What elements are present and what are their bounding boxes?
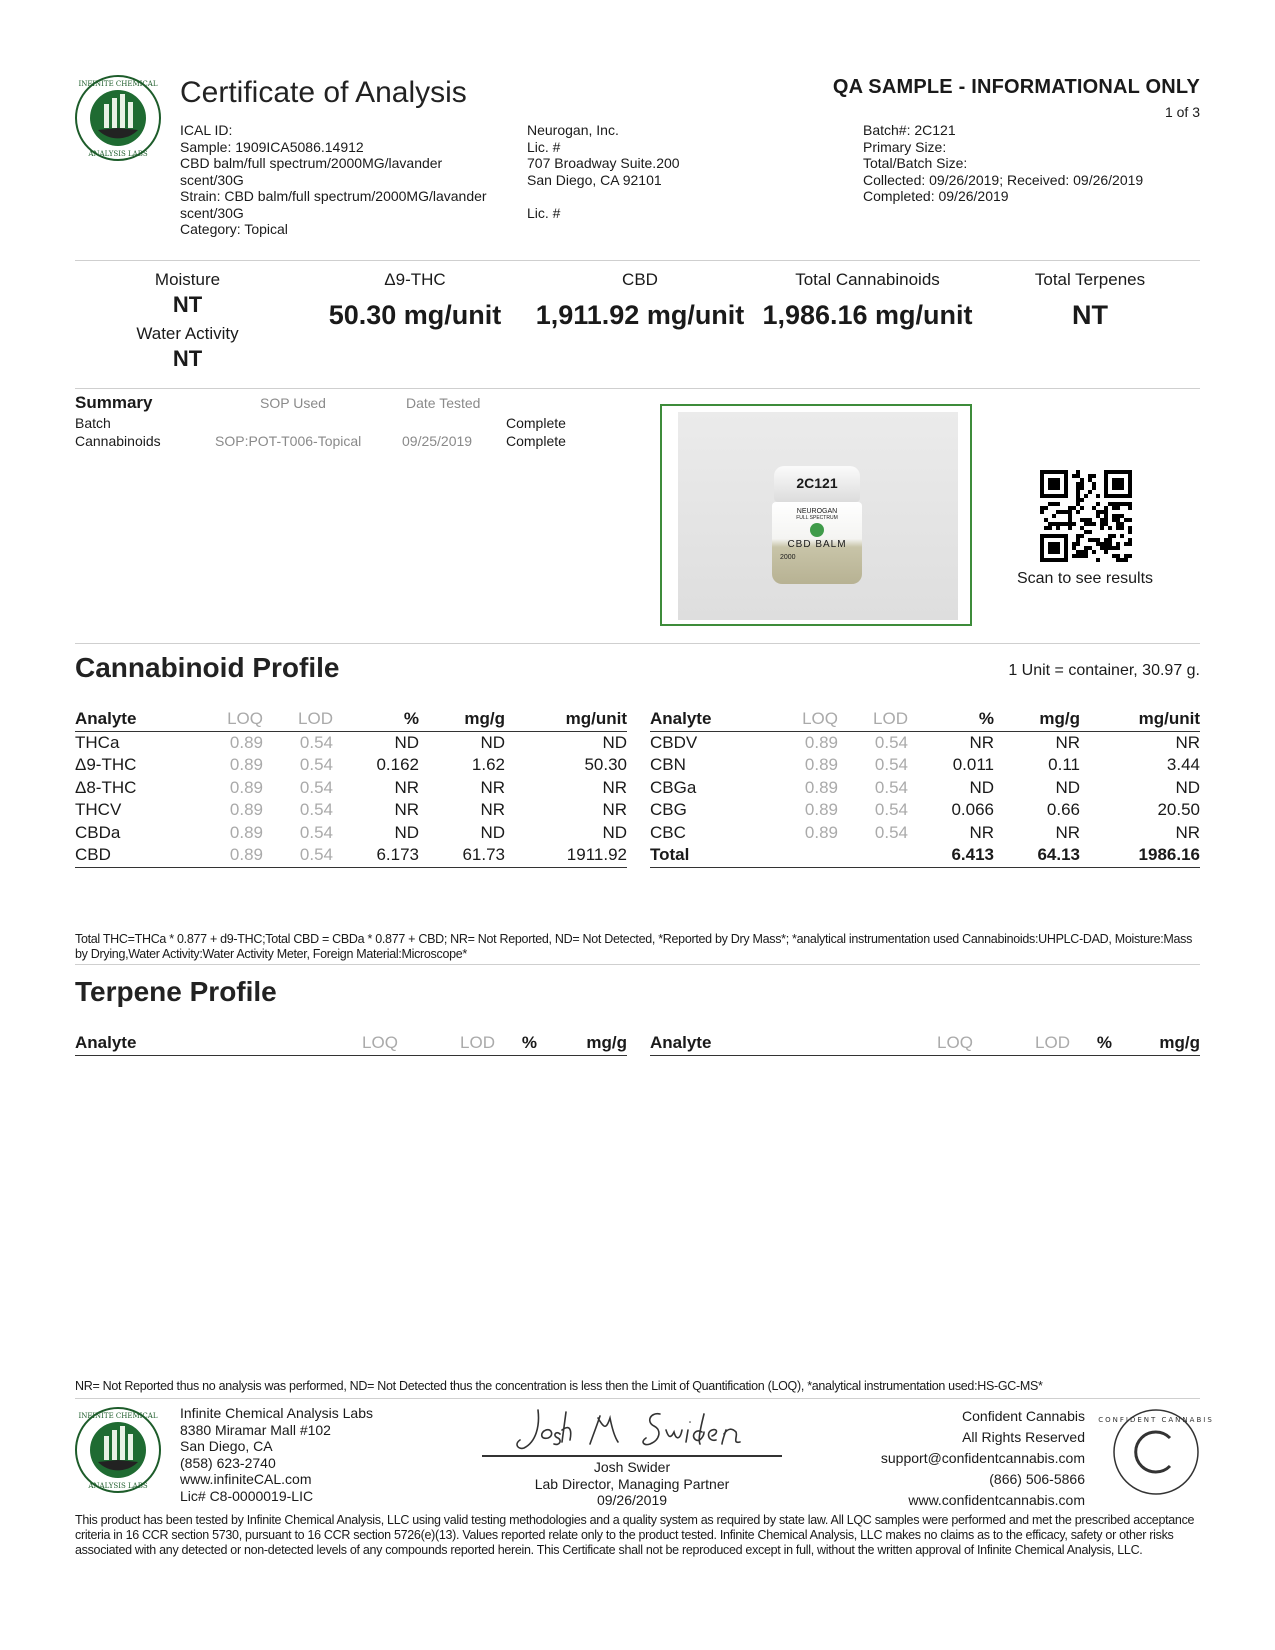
divider bbox=[75, 260, 1200, 261]
col-percent: % bbox=[333, 708, 419, 731]
summary-row-status: Complete bbox=[506, 433, 566, 449]
lod-cell: 0.54 bbox=[299, 732, 333, 752]
thc-block bbox=[315, 270, 515, 331]
col-percent: % bbox=[1070, 1032, 1112, 1055]
loq-cell: 0.89 bbox=[229, 732, 263, 752]
signer-name: Josh Swider bbox=[593, 1459, 671, 1475]
mgg-cell: 61.73 bbox=[419, 844, 505, 867]
terpene-table-right bbox=[650, 1032, 1200, 1056]
percent-cell: 6.173 bbox=[333, 844, 419, 867]
lab-address bbox=[180, 1405, 373, 1504]
mgunit-cell: NR bbox=[602, 800, 627, 820]
col-analyte: Analyte bbox=[650, 1032, 900, 1055]
mgunit-cell: NR bbox=[1175, 822, 1200, 842]
col-mgg: mg/g bbox=[537, 1032, 627, 1055]
footer-note: NR= Not Reported thus no analysis was performed, ND= Not Detected thus the concentration is less then the Limit of Quantification (LOQ), *analytical instrumentation used:HS-GC-MS* bbox=[75, 1379, 1043, 1393]
sample-line: scent/30G bbox=[180, 171, 244, 188]
lod-cell: 0.54 bbox=[299, 800, 333, 820]
cannabinoid-note: Total THC=THCa * 0.877 + d9-THC;Total CBD = CBDa * 0.877 + CBD; NR= Not Reported, ND= Not Detected, *Reported by Dry Mass*; *analytical instrumentation used Cannabinoids:UHPLC-DAD, Moisture:Mass by Drying,Water Activity:Water Activity Meter, Foreign Material:Microscope* bbox=[75, 932, 1193, 961]
table-row bbox=[75, 822, 627, 845]
summary-row-name: Cannabinoids bbox=[75, 433, 161, 449]
divider bbox=[75, 388, 1200, 389]
col-lod: LOD bbox=[435, 1032, 495, 1055]
col-lod: LOD bbox=[1010, 1032, 1070, 1055]
batch-line: Collected: 09/26/2019; Received: 09/26/2019 bbox=[863, 171, 1144, 188]
percent-cell: ND bbox=[969, 777, 994, 797]
document-title: Certificate of Analysis bbox=[180, 76, 467, 109]
table-row bbox=[650, 777, 1200, 800]
loq-cell: 0.89 bbox=[804, 800, 838, 820]
loq-cell: 0.89 bbox=[229, 822, 263, 842]
analyte-cell: CBD bbox=[75, 844, 205, 867]
mgg-cell: NR bbox=[480, 777, 505, 797]
client-line: San Diego, CA 92101 bbox=[527, 171, 662, 188]
client-line: Neurogan, Inc. bbox=[527, 122, 619, 138]
batch-info bbox=[863, 122, 1203, 205]
analyte-cell: THCa bbox=[75, 732, 120, 752]
signer-date: 09/26/2019 bbox=[596, 1492, 668, 1508]
lab-seal-logo bbox=[74, 74, 162, 162]
seal-text-top: INFINITE CHEMICAL bbox=[78, 80, 158, 88]
lod-cell: 0.54 bbox=[874, 755, 908, 775]
mgg-cell: ND bbox=[1055, 777, 1080, 797]
signature bbox=[500, 1400, 790, 1456]
lab-line: San Diego, CA bbox=[180, 1438, 273, 1454]
cannabinoid-table-left bbox=[75, 708, 627, 868]
summary-row-name: Batch bbox=[75, 415, 111, 431]
summary-heading: Summary bbox=[75, 393, 153, 412]
loq-cell: 0.89 bbox=[804, 822, 838, 842]
analyte-cell: CBC bbox=[650, 822, 686, 842]
qa-label: QA SAMPLE - INFORMATIONAL ONLY bbox=[832, 76, 1200, 98]
total-terpenes-block bbox=[1010, 270, 1170, 331]
footer-lab-seal-logo bbox=[74, 1406, 162, 1494]
percent-cell: NR bbox=[969, 732, 994, 752]
total-cannabinoids-label: Total Cannabinoids bbox=[795, 270, 940, 289]
mgg-cell: ND bbox=[480, 732, 505, 752]
sample-line: Sample: 1909ICA5086.14912 bbox=[180, 138, 364, 155]
date-column-header: Date Tested bbox=[406, 395, 481, 411]
sample-info bbox=[180, 122, 510, 238]
moisture-label: Moisture bbox=[154, 270, 221, 289]
lab-line: (858) 623-2740 bbox=[180, 1454, 276, 1471]
total-cannabinoids-block bbox=[755, 270, 980, 331]
analyte-cell: Total bbox=[650, 844, 780, 867]
loq-cell: 0.89 bbox=[229, 777, 263, 797]
mgg-cell: 1.62 bbox=[471, 755, 505, 775]
loq-cell: 0.89 bbox=[804, 777, 838, 797]
divider bbox=[75, 964, 1200, 965]
col-loq: LOQ bbox=[325, 1032, 435, 1055]
percent-cell: NR bbox=[969, 822, 994, 842]
moisture-value: NT bbox=[172, 292, 203, 317]
lod-cell: 0.54 bbox=[874, 732, 908, 752]
lab-line: Infinite Chemical Analysis Labs bbox=[180, 1405, 373, 1421]
client-line bbox=[527, 188, 787, 205]
jar-lid-label: 2C121 bbox=[796, 475, 838, 491]
mgg-cell: 0.66 bbox=[1046, 800, 1080, 820]
mgunit-cell: ND bbox=[602, 822, 627, 842]
water-activity-label: Water Activity bbox=[136, 324, 239, 343]
table-row bbox=[650, 822, 1200, 845]
disclaimer: This product has been tested by Infinite Chemical Analysis, LLC using valid testing methodologies and a quality system as required by state law. All LQC samples were performed and met the prescribed acceptance criteria in 16 CCR section 5730, pursuant to 16 CCR section 5726(e)(13). Values reported relate only to the product tested. Infinite Chemical Analysis, LLC makes no claims as to the efficacy, safety or other risks associated with any detected or non-detected levels of any compounds reported herein. This Certificate shall not be reproduced except in full, without the written approval of Infinite Chemical Analysis, LLC. bbox=[75, 1513, 1195, 1557]
mgunit-cell: 3.44 bbox=[1166, 755, 1200, 775]
summary-row-status: Complete bbox=[506, 415, 566, 431]
cbd-label: CBD bbox=[622, 270, 658, 289]
cc-phone: (866) 506-5866 bbox=[989, 1471, 1085, 1487]
col-mgg: mg/g bbox=[994, 708, 1080, 731]
lod-cell: 0.54 bbox=[874, 800, 908, 820]
sample-line: ICAL ID: bbox=[180, 122, 233, 138]
batch-line: Primary Size: bbox=[863, 138, 947, 155]
summary-row bbox=[75, 433, 595, 450]
total-row bbox=[650, 844, 1200, 867]
lod-cell bbox=[838, 844, 908, 867]
percent-cell: ND bbox=[394, 822, 419, 842]
mgunit-cell: 20.50 bbox=[1157, 800, 1200, 820]
mgunit-cell: NR bbox=[602, 777, 627, 797]
jar-brand: NEUROGAN bbox=[796, 508, 838, 515]
col-analyte: Analyte bbox=[650, 708, 780, 731]
summary-row-date: 09/25/2019 bbox=[402, 433, 473, 449]
col-loq: LOQ bbox=[780, 708, 838, 731]
loq-cell: 0.89 bbox=[229, 755, 263, 775]
table-header-row bbox=[75, 708, 627, 731]
summary-row bbox=[75, 415, 595, 432]
jar-strength: 2000 bbox=[780, 554, 796, 561]
terpene-profile-heading: Terpene Profile bbox=[75, 976, 277, 1007]
sop-column-header: SOP Used bbox=[260, 395, 326, 411]
mgg-cell: NR bbox=[1055, 822, 1080, 842]
percent-cell: 0.162 bbox=[376, 755, 419, 775]
cbd-value: 1,911.92 mg/unit bbox=[535, 300, 745, 330]
analyte-cell: CBDa bbox=[75, 822, 121, 842]
signer-title: Lab Director, Managing Partner bbox=[534, 1475, 730, 1492]
thc-value: 50.30 mg/unit bbox=[328, 300, 502, 330]
mgunit-cell: 1986.16 bbox=[1080, 844, 1200, 867]
summary-row-sop: SOP:POT-T006-Topical bbox=[215, 433, 362, 449]
seal-text-top: INFINITE CHEMICAL bbox=[78, 1412, 158, 1420]
leaf-icon bbox=[810, 523, 824, 537]
mgunit-cell: ND bbox=[1175, 777, 1200, 797]
mgunit-cell: NR bbox=[1175, 732, 1200, 752]
qr-caption: Scan to see results bbox=[1016, 570, 1154, 587]
table-row bbox=[75, 731, 627, 754]
lod-cell: 0.54 bbox=[299, 777, 333, 797]
water-activity-value: NT bbox=[172, 346, 203, 371]
total-cannabinoids-value: 1,986.16 mg/unit bbox=[762, 300, 973, 330]
col-lod: LOD bbox=[263, 708, 333, 731]
mgg-cell: 64.13 bbox=[994, 844, 1080, 867]
batch-line: Completed: 09/26/2019 bbox=[863, 188, 1009, 204]
lod-cell: 0.54 bbox=[299, 822, 333, 842]
mgunit-cell: 50.30 bbox=[584, 755, 627, 775]
lab-website-link[interactable]: www.infiniteCAL.com bbox=[180, 1471, 312, 1487]
thc-label: Δ9-THC bbox=[384, 270, 446, 289]
client-line: Lic. # bbox=[527, 138, 561, 155]
col-analyte: Analyte bbox=[75, 1032, 325, 1055]
loq-cell: 0.89 bbox=[804, 755, 838, 775]
percent-cell: 0.066 bbox=[951, 800, 994, 820]
cc-website-link[interactable]: www.confidentcannabis.com bbox=[908, 1492, 1085, 1508]
cannabinoid-table-right bbox=[650, 708, 1200, 868]
analyte-cell: Δ9-THC bbox=[75, 755, 137, 775]
sample-line: Category: Topical bbox=[180, 221, 288, 237]
table-row bbox=[75, 799, 627, 822]
batch-line: Total/Batch Size: bbox=[863, 155, 968, 171]
divider bbox=[75, 1398, 1200, 1399]
col-mgg: mg/g bbox=[1112, 1032, 1200, 1055]
loq-cell: 0.89 bbox=[229, 800, 263, 820]
confident-cannabis-info bbox=[881, 1406, 1085, 1511]
confident-cannabis-seal-logo bbox=[1098, 1408, 1214, 1496]
lab-line: 8380 Miramar Mall #102 bbox=[180, 1421, 331, 1438]
loq-cell: 0.89 bbox=[205, 844, 263, 867]
col-mgunit: mg/unit bbox=[1080, 708, 1200, 731]
client-info bbox=[527, 122, 787, 221]
table-row bbox=[650, 754, 1200, 777]
mgg-cell: ND bbox=[480, 822, 505, 842]
jar-lid bbox=[774, 466, 860, 502]
cc-line: All Rights Reserved bbox=[962, 1429, 1085, 1445]
mgunit-cell: 1911.92 bbox=[505, 844, 627, 867]
total-terpenes-value: NT bbox=[1072, 300, 1108, 330]
col-analyte: Analyte bbox=[75, 708, 205, 731]
table-row bbox=[650, 731, 1200, 754]
table-header-row bbox=[650, 1032, 1200, 1055]
divider bbox=[75, 643, 1200, 644]
jar-sub: FULL SPECTRUM bbox=[796, 515, 838, 521]
qr-code-icon[interactable] bbox=[1040, 470, 1132, 562]
sample-line: Strain: CBD balm/full spectrum/2000MG/lavander bbox=[180, 188, 487, 204]
col-lod: LOD bbox=[838, 708, 908, 731]
loq-cell bbox=[780, 844, 838, 867]
sample-line: CBD balm/full spectrum/2000MG/lavander bbox=[180, 155, 443, 171]
cc-email-link[interactable]: support@confidentcannabis.com bbox=[880, 1450, 1085, 1466]
table-row bbox=[650, 799, 1200, 822]
cbd-block bbox=[530, 270, 750, 331]
product-photo bbox=[678, 412, 958, 620]
col-mgg: mg/g bbox=[419, 708, 505, 731]
total-terpenes-label: Total Terpenes bbox=[1034, 270, 1146, 289]
table-header-row bbox=[75, 1032, 627, 1055]
client-line: Lic. # bbox=[527, 204, 561, 221]
col-percent: % bbox=[495, 1032, 537, 1055]
jar-product: CBD BALM bbox=[787, 539, 847, 550]
unit-note: 1 Unit = container, 30.97 g. bbox=[1008, 662, 1200, 679]
cc-seal-text: CONFIDENT CANNABIS bbox=[1098, 1416, 1214, 1424]
percent-cell: NR bbox=[394, 777, 419, 797]
cannabinoid-profile-heading: Cannabinoid Profile bbox=[75, 652, 340, 683]
seal-text-bottom: ANALYSIS LABS bbox=[88, 1482, 148, 1490]
jar-body bbox=[772, 502, 862, 584]
table-row bbox=[75, 754, 627, 777]
col-loq: LOQ bbox=[205, 708, 263, 731]
table-row bbox=[75, 844, 627, 867]
moisture-block bbox=[110, 270, 265, 372]
analyte-cell: CBDV bbox=[650, 732, 698, 752]
percent-cell: 6.413 bbox=[908, 844, 994, 867]
percent-cell: NR bbox=[394, 800, 419, 820]
mgg-cell: 0.11 bbox=[1048, 755, 1080, 775]
mgg-cell: NR bbox=[1055, 732, 1080, 752]
client-line: 707 Broadway Suite.200 bbox=[527, 155, 680, 171]
terpene-table-left bbox=[75, 1032, 627, 1056]
sample-line: scent/30G bbox=[180, 204, 244, 221]
lod-cell: 0.54 bbox=[263, 844, 333, 867]
analyte-cell: CBG bbox=[650, 800, 687, 820]
lod-cell: 0.54 bbox=[299, 755, 333, 775]
lab-line: Lic# C8-0000019-LIC bbox=[180, 1487, 314, 1504]
analyte-cell: THCV bbox=[75, 800, 122, 820]
analyte-cell: Δ8-THC bbox=[75, 777, 137, 797]
col-percent: % bbox=[908, 708, 994, 731]
analyte-cell: CBGa bbox=[650, 777, 697, 797]
product-photo-frame bbox=[660, 404, 972, 626]
batch-line: Batch#: 2C121 bbox=[863, 122, 956, 138]
seal-text-bottom: ANALYSIS LABS bbox=[88, 150, 148, 158]
lod-cell: 0.54 bbox=[874, 777, 908, 797]
percent-cell: 0.011 bbox=[952, 755, 994, 775]
table-header-row bbox=[650, 708, 1200, 731]
table-row bbox=[75, 777, 627, 800]
mgunit-cell: ND bbox=[602, 732, 627, 752]
col-loq: LOQ bbox=[900, 1032, 1010, 1055]
lod-cell: 0.54 bbox=[874, 822, 908, 842]
mgg-cell: NR bbox=[480, 800, 505, 820]
page-number: 1 of 3 bbox=[1164, 104, 1200, 120]
signature-line bbox=[482, 1455, 782, 1457]
col-mgunit: mg/unit bbox=[505, 708, 627, 731]
loq-cell: 0.89 bbox=[804, 732, 838, 752]
analyte-cell: CBN bbox=[650, 755, 686, 775]
signer-block bbox=[482, 1459, 782, 1509]
cc-line: Confident Cannabis bbox=[962, 1408, 1085, 1424]
percent-cell: ND bbox=[394, 732, 419, 752]
